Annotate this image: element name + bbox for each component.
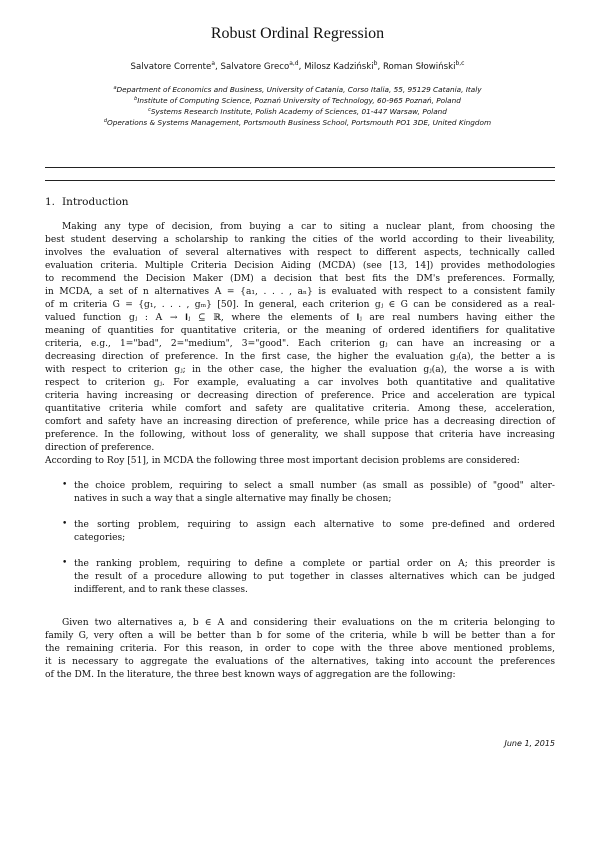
body-text-line: of the DM. In the literature, the three best known ways of aggregation are the following:: [45, 670, 456, 680]
bullet-text-line: the sorting problem, requiring to assign each alternative to some pre-defined and ordered: [74, 520, 555, 530]
body-text-line: Making any type of decision, from buying a car to siting a nuclear plant, from choosing the: [62, 222, 555, 232]
bullet-text-line: natives in such a way that a single alternative may finally be chosen;: [74, 494, 392, 504]
divider-rule: [45, 180, 555, 181]
affiliation-mark: d: [103, 118, 108, 124]
author-list: Salvatore Corrente$^a$, Salvatore Greco$^{a,d}$, Milosz Kadziński$^b$, Roman Słowiński$^{b,c}$: [130, 60, 465, 72]
author-affiliation-mark: a: [211, 60, 216, 67]
affiliation-text: Systems Research Institute, Polish Academy of Sciences, 01-447 Warsaw, Poland: [150, 107, 447, 116]
section-number: 1.: [45, 196, 56, 208]
body-text-line: According to Roy [51], in MCDA the following three most important decision problems are considered:: [45, 456, 520, 466]
body-text-line: Given two alternatives a, b ∈ A and considering their evaluations on the m criteria belonging to: [62, 618, 555, 628]
bullet-text-line: categories;: [74, 533, 126, 543]
affiliation: [0, 96, 595, 106]
section-heading: [45, 196, 129, 208]
body-text-line: to recommend the Decision Maker (DM) a decision that best fits the DM's preferences. Formally,: [45, 274, 555, 284]
body-text-line: involves the evaluation of several alternatives with respect to different aspects, technically called: [45, 248, 555, 258]
body-text-line: meaning of quantities for quantitative criteria, or the meaning of ordered identifiers for qualitative: [45, 326, 555, 336]
bullet-text-line: the ranking problem, requiring to define a complete or partial order on A; this preorder is: [74, 559, 555, 569]
affiliation-text: Institute of Computing Science, Poznań University of Technology, 60-965 Poznań, Poland: [137, 96, 461, 105]
affiliation-text: Operations & Systems Management, Portsmouth Business School, Portsmouth PO1 3DE, United Kingdom: [107, 118, 492, 127]
bullet-marker: •: [62, 480, 68, 490]
body-text-line: criteria having increasing or decreasing direction of preference. Price and acceleration are typical: [45, 391, 555, 401]
body-text-line: with respect to criterion gⱼ; in the other case, the higher the evaluation gⱼ(a), the worse a is with: [45, 365, 555, 375]
preprint-date: June 1, 2015: [504, 739, 555, 748]
affiliation: [0, 107, 595, 117]
bullet-marker: •: [62, 519, 68, 529]
bullet-text-line: the choice problem, requiring to select a small number (as small as possible) of "good" alter-: [74, 481, 555, 491]
author-affiliation-mark: b: [373, 60, 378, 67]
affiliation: [0, 118, 595, 128]
author-name: Salvatore Greco: [220, 62, 290, 72]
body-text-line: evaluation criteria. Multiple Criteria Decision Aiding (MCDA) (see [13, 14]) provides methodologies: [45, 261, 555, 271]
body-text-line: valued function gⱼ : A → 𝐈ⱼ ⊆ ℝ, where the elements of 𝐈ⱼ are real numbers having either the: [45, 313, 555, 323]
bullet-marker: •: [62, 558, 68, 568]
body-text-line: family G, very often a will be better than b for some of the criteria, while b will be better than a for: [45, 631, 555, 641]
author-affiliation-mark: a,d: [289, 60, 299, 67]
author-affiliation-mark: b,c: [455, 60, 465, 67]
body-text-line: best student deserving a scholarship to ranking the cities of the world according to their liveability,: [45, 235, 555, 245]
body-text-line: preference. In the following, without loss of generality, we shall suppose that criteria have increasing: [45, 430, 555, 440]
section-title: Introduction: [62, 196, 129, 208]
body-text-line: decreasing direction of preference. In the first case, the higher the evaluation gⱼ(a), the better a is: [45, 352, 555, 362]
body-text-line: of m criteria G = {g₁, . . . , gₘ} [50]. In general, each criterion gⱼ ∈ G can be considered as a real-: [45, 300, 555, 310]
paper-title: Robust Ordinal Regression: [210, 25, 385, 42]
body-text-line: criteria, e.g., 1="bad", 2="medium", 3="good". Each criterion gⱼ can have an increasing or a: [45, 339, 555, 349]
author-name: Roman Słowiński: [382, 62, 456, 72]
bullet-text-line: the result of a procedure allowing to put together in classes alternatives which can be judged: [74, 572, 555, 582]
affiliation-text: Department of Economics and Business, University of Catania, Corso Italia, 55, 95129 Catania, Italy: [116, 85, 482, 94]
body-text-line: comfort and safety have an increasing direction of preference, while price has a decreasing direction of: [45, 417, 555, 427]
affiliation-mark: a: [113, 85, 117, 91]
affiliation: [0, 85, 595, 95]
body-text-line: in MCDA, a set of n alternatives A = {a₁, . . . , aₙ} is evaluated with respect to a consistent family: [45, 287, 555, 297]
body-text-line: the remaining criteria. For this reason, in order to cope with the three above mentioned problems,: [45, 644, 555, 654]
author-name: Salvatore Corrente: [130, 62, 212, 72]
bullet-text-line: indifferent, and to rank these classes.: [74, 585, 248, 595]
body-text-line: respect to criterion gⱼ. For example, evaluating a car involves both quantitative and qualitative: [45, 378, 555, 388]
affiliation-mark: c: [148, 107, 151, 113]
divider-rule: [45, 167, 555, 168]
body-text-line: quantitative criteria while comfort and safety are qualitative criteria. Among these, acceleration,: [45, 404, 555, 414]
author-name: Milosz Kadziński: [304, 62, 374, 72]
body-text-line: direction of preference.: [45, 443, 155, 453]
affiliation-mark: b: [134, 96, 138, 102]
body-text-line: it is necessary to aggregate the evaluations of the alternatives, taking into account the preferences: [45, 657, 555, 667]
